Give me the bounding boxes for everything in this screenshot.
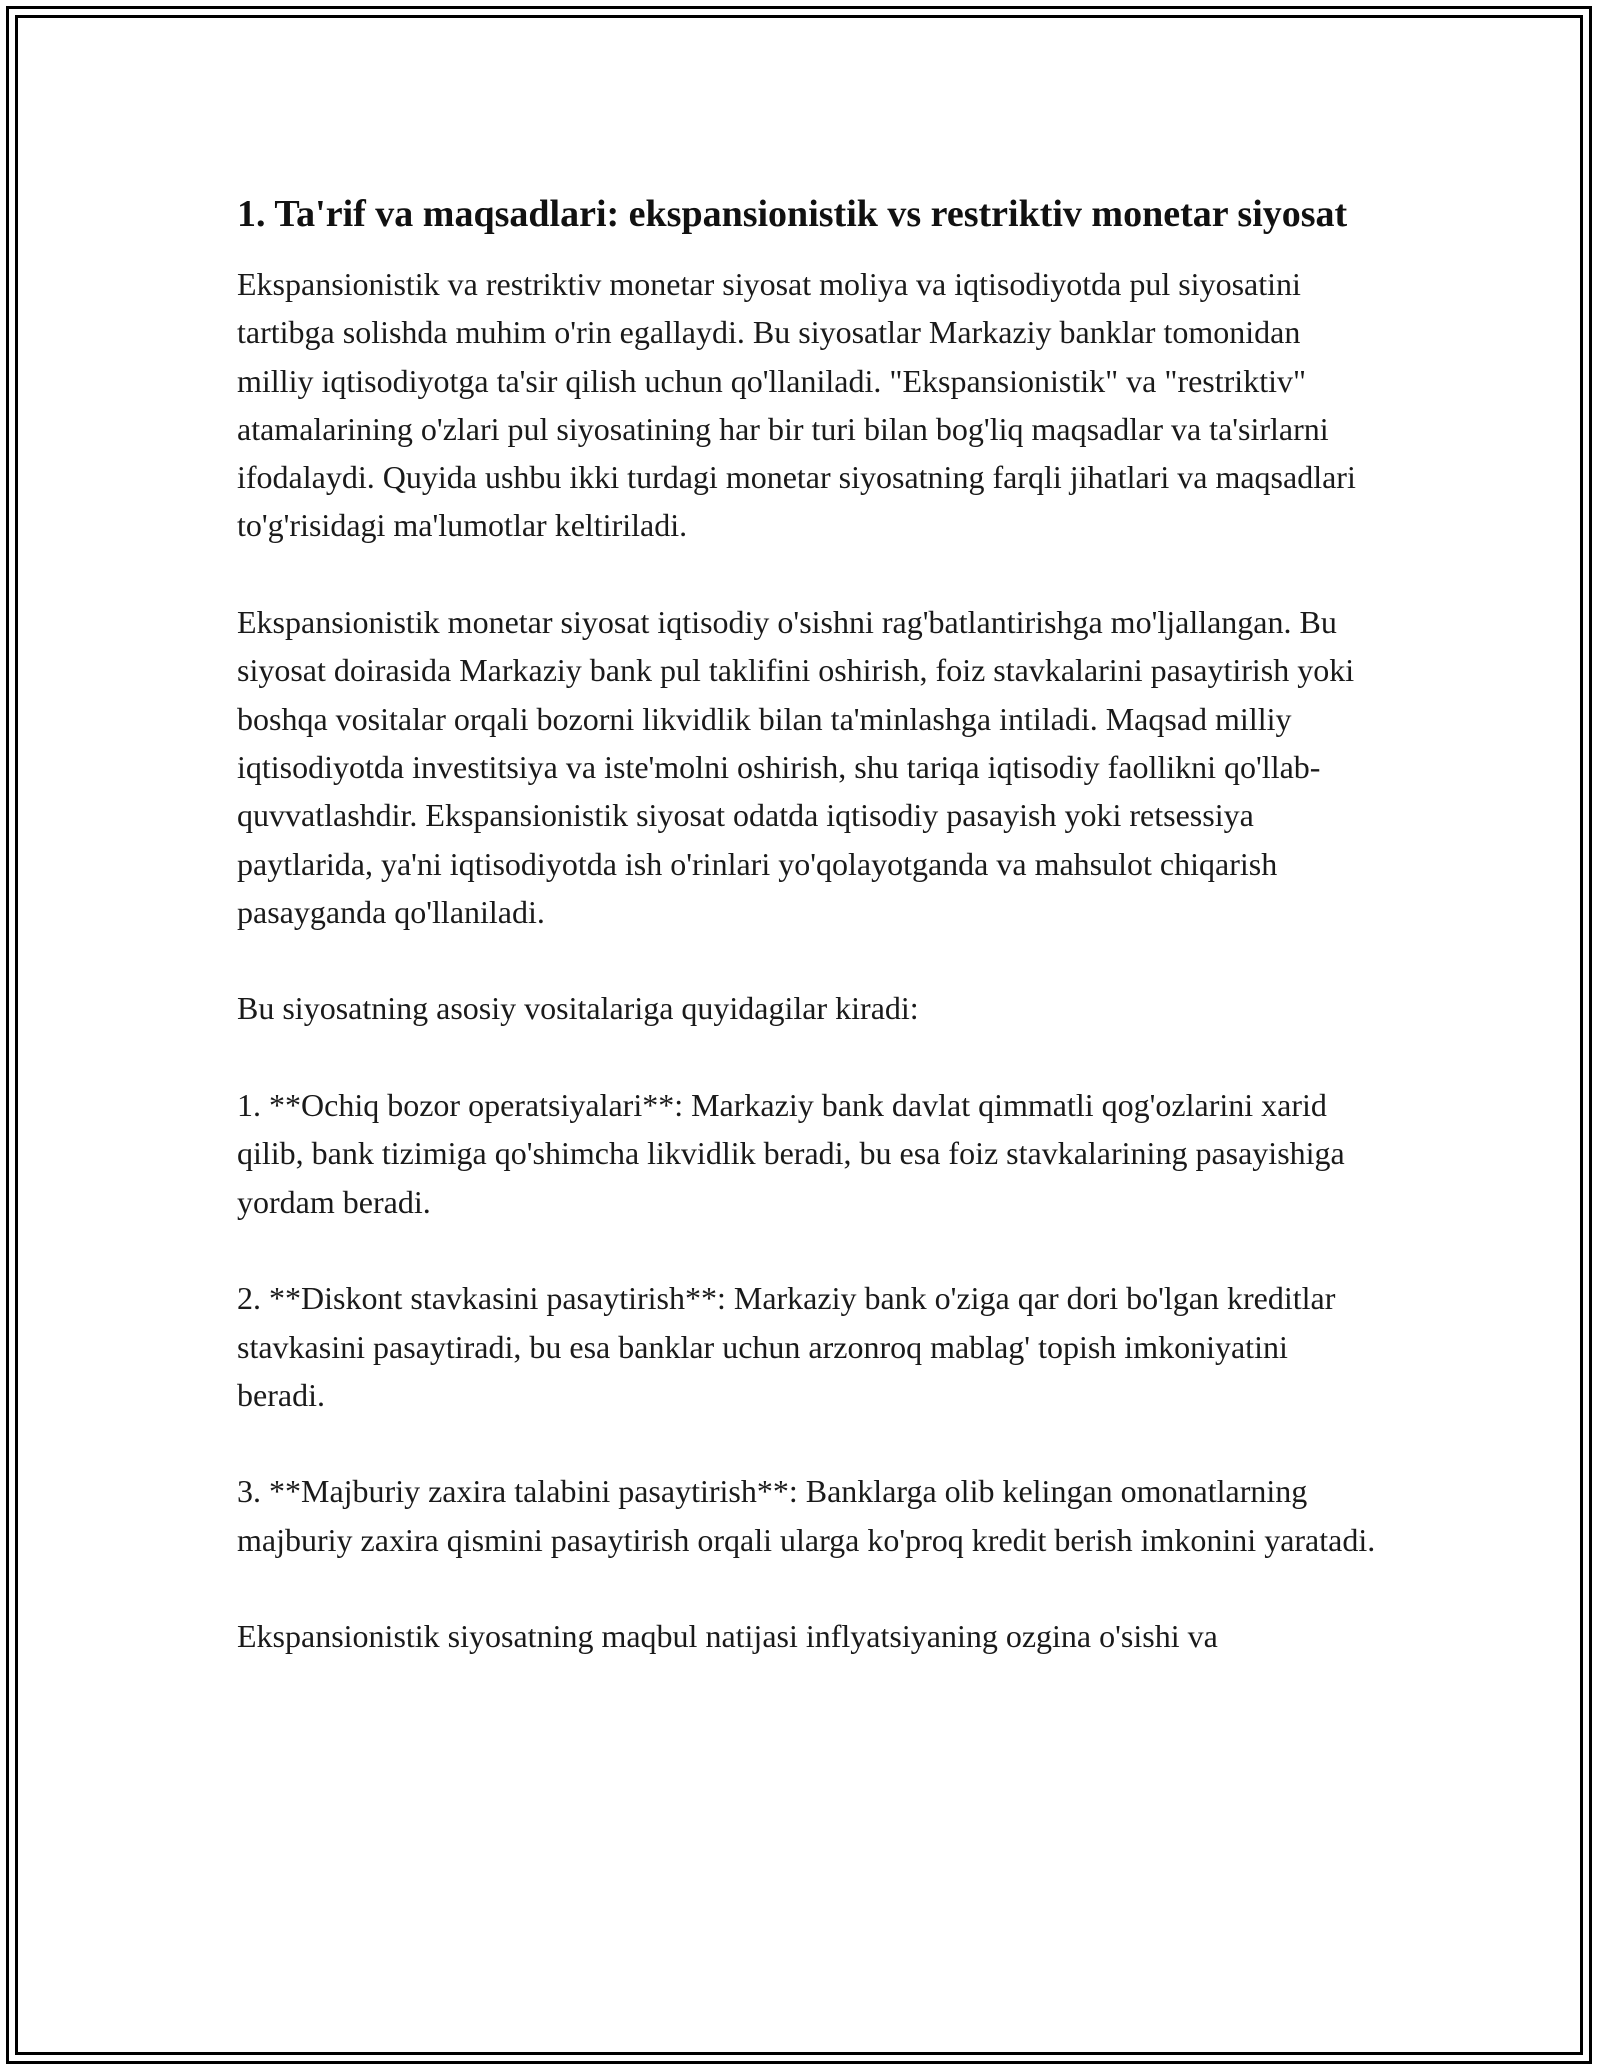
list-item-reserve-requirement: 3. **Majburiy zaxira talabini pasaytirish**: Banklarga olib kelingan omonatlarning majburiy zaxira qismini pasaytirish orqali ularga ko'proq kredit berish imkonini yaratadi. <box>237 1473 1376 1558</box>
list-item-discount-rate: 2. **Diskont stavkasini pasaytirish**: Markaziy bank o'ziga qar dori bo'lgan kreditlar stavkasini pasaytiradi, bu esa banklar uchun arzonroq mablag' topish imkoniyatini beradi. <box>237 1280 1336 1413</box>
section-heading: 1. Ta'rif va maqsadlari: ekspansionistik vs restriktiv monetar siyosat <box>237 193 1348 235</box>
list-item-open-market: 1. **Ochiq bozor operatsiyalari**: Markaziy bank davlat qimmatli qog'ozlarini xarid qilib, bank tizimiga qo'shimcha likvidlik beradi, bu esa foiz stavkalarining pasayishiga yordam beradi. <box>237 1087 1345 1220</box>
paragraph-tools-intro: Bu siyosatning asosiy vositalariga quyidagilar kiradi: <box>237 990 919 1027</box>
paragraph-expansionary: Ekspansionistik monetar siyosat iqtisodiy o'sishni rag'batlantirishga mo'ljallangan. Bu siyosat doirasida Markaziy bank pul taklifini oshirish, foiz stavkalarini pasaytirish yoki boshqa vositalar orqali bozorni likvidlik bilan ta'minlashga intiladi. Maqsad milliy iqtisodiyotda investitsiya va iste'molni oshirish, shu tariqa iqtisodiy faollikni qo'llab-quvvatlashdir. Ekspansionistik siyosat odatda iqtisodiy pasayish yoki retsessiya paytlarida, ya'ni iqtisodiyotda ish o'rinlari yo'qolayotganda va mahsulot chiqarish pasayganda qo'llaniladi. <box>237 604 1355 930</box>
document-body <box>237 186 1377 1661</box>
paragraph-intro: Ekspansionistik va restriktiv monetar siyosat moliya va iqtisodiyotda pul siyosatini tartibga solishda muhim o'rin egallaydi. Bu siyosatlar Markaziy banklar tomonidan milliy iqtisodiyotga ta'sir qilish uchun qo'llaniladi. "Ekspansionistik" va "restriktiv" atamalarining o'zlari pul siyosatining har bir turi bilan bog'liq maqsadlar va ta'sirlarni ifodalaydi. Quyida ushbu ikki turdagi monetar siyosatning farqli jihatlari va maqsadlari to'g'risidagi ma'lumotlar keltiriladi. <box>237 266 1356 544</box>
paragraph-outcome: Ekspansionistik siyosatning maqbul natijasi inflyatsiyaning ozgina o'sishi va <box>237 1618 1218 1655</box>
